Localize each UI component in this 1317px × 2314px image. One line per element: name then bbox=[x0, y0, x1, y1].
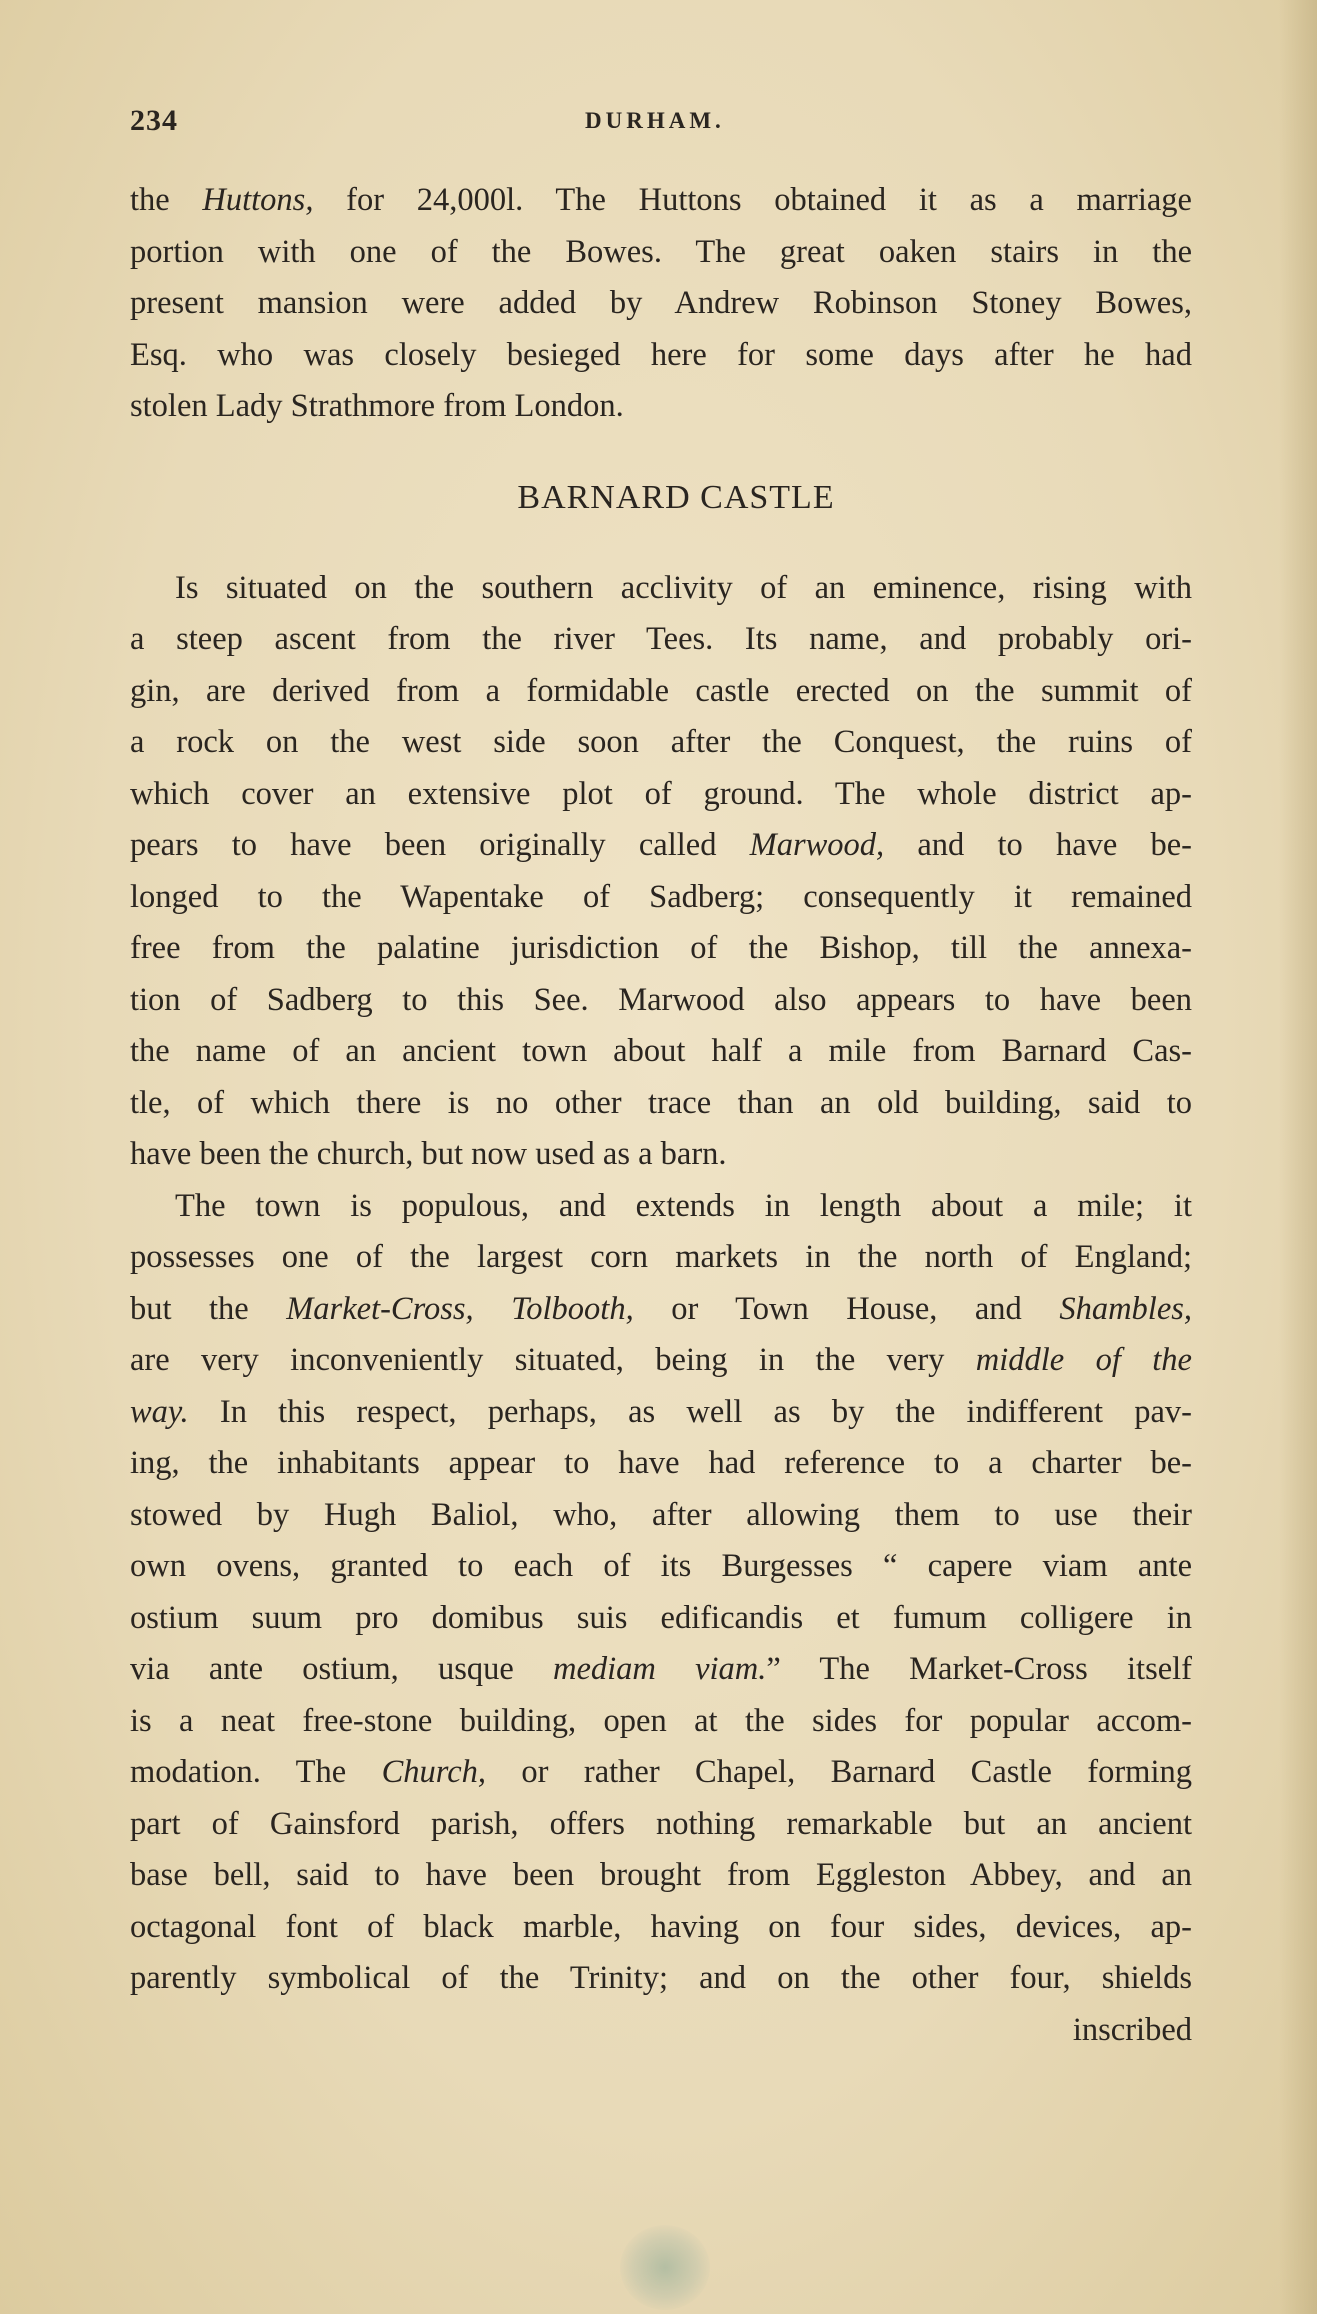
text-line bbox=[130, 1490, 1192, 1542]
text-line bbox=[130, 769, 1192, 821]
text-line bbox=[130, 820, 1192, 872]
text-line bbox=[130, 872, 1192, 924]
text-run: for 24,000l. The Huttons obtained it as a marriage bbox=[313, 182, 1192, 218]
text-line bbox=[130, 1284, 1192, 1336]
text-line bbox=[130, 563, 1192, 615]
text-run: Is situated on the southern acclivity of an eminence, rising with bbox=[175, 569, 1192, 606]
italic-text: Church, bbox=[381, 1754, 487, 1790]
text-block bbox=[130, 175, 1192, 2056]
text-line bbox=[130, 923, 1192, 975]
text-run: tle, of which there is no other trace than an old building, said to bbox=[130, 1084, 1192, 1121]
paragraph-barnard-castle-town bbox=[130, 1181, 1192, 2005]
text-line bbox=[130, 1232, 1192, 1284]
text-line bbox=[130, 1644, 1192, 1696]
page-header bbox=[130, 104, 1200, 154]
text-run: own ovens, granted to each of its Burgesses “ capere viam ante bbox=[130, 1548, 1192, 1584]
text-run: have been the church, but now used as a barn. bbox=[130, 1136, 727, 1172]
text-line bbox=[130, 614, 1192, 666]
text-run: a rock on the west side soon after the Conquest, the ruins of bbox=[130, 724, 1192, 760]
text-line bbox=[130, 1799, 1192, 1851]
text-run: which cover an extensive plot of ground. The whole district ap- bbox=[130, 775, 1192, 812]
text-run: the name of an ancient town about half a mile from Barnard Cas- bbox=[130, 1033, 1192, 1069]
text-run: via ante ostium, usque bbox=[130, 1651, 553, 1687]
text-run: longed to the Wapentake of Sadberg; consequently it remained bbox=[130, 878, 1192, 915]
italic-text: way. bbox=[130, 1393, 189, 1430]
text-line bbox=[130, 975, 1192, 1027]
text-run: ” The Market-Cross itself bbox=[766, 1651, 1192, 1687]
italic-text: middle of the bbox=[975, 1342, 1192, 1378]
text-run: or Town House, and bbox=[633, 1290, 1060, 1327]
text-run: gin, are derived from a formidable castle erected on the summit of bbox=[130, 672, 1192, 709]
catchword: inscribed bbox=[1072, 2011, 1192, 2048]
text-run: but the bbox=[130, 1290, 287, 1327]
text-line bbox=[130, 1387, 1192, 1439]
italic-text: Market-Cross, bbox=[286, 1290, 474, 1327]
italic-text: Tolbooth, bbox=[511, 1290, 634, 1327]
text-line bbox=[130, 1078, 1192, 1130]
italic-text: mediam viam. bbox=[553, 1651, 767, 1687]
text-run: stowed by Hugh Baliol, who, after allowing them to use their bbox=[130, 1496, 1192, 1533]
text-run: portion with one of the Bowes. The great oaken stairs in the bbox=[130, 233, 1192, 270]
text-run: pears to have been originally called bbox=[130, 827, 750, 863]
text-line bbox=[130, 1181, 1192, 1233]
text-run: free from the palatine jurisdiction of the Bishop, till the annexa- bbox=[130, 930, 1192, 966]
text-run: or rather Chapel, Barnard Castle forming bbox=[486, 1754, 1192, 1790]
text-line bbox=[130, 1593, 1192, 1645]
text-run: modation. The bbox=[130, 1754, 382, 1790]
text-line bbox=[130, 175, 1192, 227]
text-line bbox=[130, 1902, 1192, 1954]
text-run: present mansion were added by Andrew Robinson Stoney Bowes, bbox=[130, 285, 1192, 321]
italic-text: Shambles, bbox=[1059, 1290, 1193, 1327]
page-number: 234 bbox=[130, 104, 178, 137]
page-edge-shadow bbox=[1279, 0, 1317, 2314]
running-head: DURHAM. bbox=[585, 108, 725, 133]
text-line bbox=[130, 1129, 1192, 1181]
text-run: possesses one of the largest corn markets in the north of England; bbox=[130, 1239, 1192, 1275]
text-line bbox=[130, 1953, 1192, 2005]
text-run: part of Gainsford parish, offers nothing remarkable but an ancient bbox=[130, 1805, 1192, 1842]
text-run: are very inconveniently situated, being in the very bbox=[130, 1342, 976, 1378]
text-run: Esq. who was closely besieged here for some days after he had bbox=[130, 336, 1192, 373]
text-line bbox=[130, 1747, 1192, 1799]
text-run: is a neat free-stone building, open at the sides for popular accom- bbox=[130, 1702, 1192, 1739]
text-run: tion of Sadberg to this See. Marwood also appears to have been bbox=[130, 981, 1192, 1018]
paragraph-barnard-castle-situation bbox=[130, 563, 1192, 1181]
text-run bbox=[474, 1291, 512, 1327]
text-run: stolen Lady Strathmore from London. bbox=[130, 388, 624, 424]
text-run: the bbox=[130, 182, 203, 218]
text-line bbox=[130, 666, 1192, 718]
text-run: octagonal font of black marble, having on four sides, devices, ap- bbox=[130, 1908, 1192, 1945]
text-line bbox=[130, 381, 1192, 433]
text-line bbox=[130, 717, 1192, 769]
text-line bbox=[130, 1438, 1192, 1490]
italic-text: Huttons, bbox=[202, 182, 314, 218]
text-run: and to have be- bbox=[884, 827, 1192, 863]
text-run: base bell, said to have been brought from Eggleston Abbey, and an bbox=[130, 1857, 1192, 1893]
section-heading: BARNARD CASTLE bbox=[517, 478, 835, 516]
paragraph-intro bbox=[130, 175, 1192, 433]
text-line bbox=[130, 1850, 1192, 1902]
text-line bbox=[130, 227, 1192, 279]
text-run: ing, the inhabitants appear to have had reference to a charter be- bbox=[130, 1445, 1192, 1481]
paper-stain bbox=[620, 2225, 710, 2310]
text-line bbox=[130, 1541, 1192, 1593]
italic-text: Marwood, bbox=[749, 827, 885, 863]
text-line bbox=[130, 1335, 1192, 1387]
text-run: parently symbolical of the Trinity; and on the other four, shields bbox=[130, 1960, 1192, 1996]
text-run: a steep ascent from the river Tees. Its name, and probably ori- bbox=[130, 621, 1192, 657]
text-line bbox=[130, 278, 1192, 330]
text-line bbox=[130, 1026, 1192, 1078]
text-line bbox=[130, 1696, 1192, 1748]
text-run: In this respect, perhaps, as well as by the indifferent pav- bbox=[188, 1393, 1192, 1430]
text-line bbox=[130, 330, 1192, 382]
text-run: The town is populous, and extends in length about a mile; it bbox=[175, 1187, 1192, 1224]
text-run: ostium suum pro domibus suis edificandis et fumum colligere in bbox=[130, 1599, 1192, 1636]
